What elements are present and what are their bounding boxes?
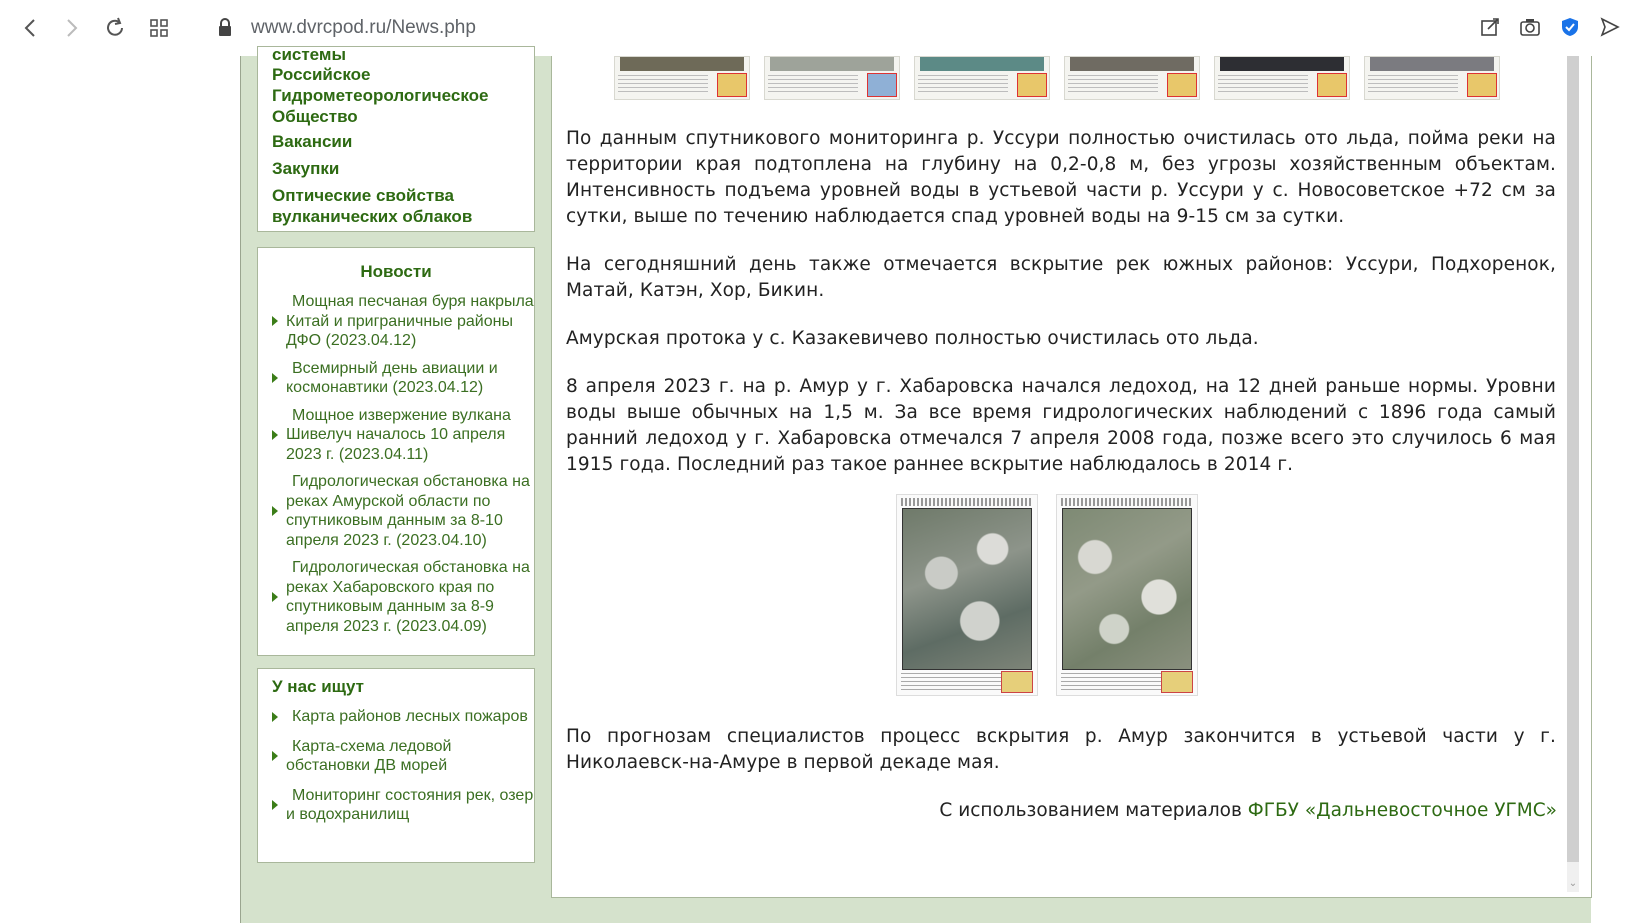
news-item[interactable]: Всемирный день авиации и космонавтики (2023.04.12) <box>258 359 534 398</box>
back-icon[interactable] <box>16 14 44 42</box>
map-thumbnail[interactable] <box>1364 56 1500 100</box>
nav-item-vacancies[interactable]: Вакансии <box>272 132 353 151</box>
satellite-map-image[interactable] <box>896 494 1038 696</box>
map-thumbnails-row <box>614 56 1500 98</box>
map-thumbnail[interactable] <box>1214 56 1350 100</box>
news-item[interactable]: Мощная песчаная буря накрыла Китай и приграничные районы ДФО (2023.04.12) <box>258 292 534 351</box>
news-item[interactable]: Гидрологическая обстановка на реках Хабаровского края по спутниковым данным за 8-9 апреля 2023 г. (2023.04.09) <box>258 558 534 636</box>
article-paragraph: На сегодняшний день также отмечается вскрытие рек южных районов: Уссури, Подхоренок, Матай, Катэн, Хор, Бикин. <box>566 254 1556 301</box>
map-thumbnail[interactable] <box>914 56 1050 100</box>
news-panel <box>257 247 535 656</box>
article-paragraph: Амурская протока у с. Казакевичево полностью очистилась ото льда. <box>566 328 1259 349</box>
credit-org-link[interactable]: ФГБУ «Дальневосточное УГМС» <box>1247 800 1557 821</box>
bullet-arrow-icon <box>272 316 278 326</box>
bullet-arrow-icon <box>272 712 278 722</box>
nav-item-partial[interactable]: системы <box>272 45 347 64</box>
nav-menu-panel <box>257 46 535 232</box>
bullet-arrow-icon <box>272 800 278 810</box>
nav-item-rhmo[interactable]: Российское Гидрометеорологическое Общество <box>272 65 489 126</box>
article-paragraph: По данным спутникового мониторинга р. Уссури полностью очистилась ото льда, пойма реки на территории края подтоплена на глубину на 0,2-0,8 м, без угрозы хозяйственным объектам. Интенсивность подъема уровней воды в устьевой части р. Уссури у с. Новосоветское +72 см за сутки, выше по течению наблюдается спад уровней воды на 9-15 см за сутки. <box>566 128 1556 227</box>
source-credit <box>939 800 1557 821</box>
bullet-arrow-icon <box>272 506 278 516</box>
scroll-down-icon[interactable]: ⌄ <box>1568 878 1578 889</box>
popular-item[interactable]: Карта районов лесных пожаров <box>258 707 534 727</box>
bullet-arrow-icon <box>272 592 278 602</box>
shield-check-icon[interactable] <box>1557 14 1583 40</box>
article-content <box>551 56 1592 898</box>
map-thumbnail[interactable] <box>1064 56 1200 100</box>
url-host: www.dvrcpod.ru <box>251 17 387 38</box>
bullet-arrow-icon <box>272 751 278 761</box>
edit-share-icon[interactable] <box>1477 14 1503 40</box>
page-viewport <box>0 45 1633 923</box>
news-item[interactable]: Мощное извержение вулкана Шивелуч началось 10 апреля 2023 г. (2023.04.11) <box>258 406 534 465</box>
bullet-arrow-icon <box>272 373 278 383</box>
send-icon[interactable] <box>1597 14 1623 40</box>
address-bar[interactable] <box>251 12 476 44</box>
article-paragraph: По прогнозам специалистов процесс вскрытия р. Амур закончится в устьевой части у г. Николаевск-на-Амуре в первой декаде мая. <box>566 726 1556 773</box>
popular-item[interactable]: Мониторинг состояния рек, озер и водохранилищ <box>258 786 534 825</box>
toolbar-right-icons <box>1477 14 1623 40</box>
credit-prefix: С использованием материалов <box>939 800 1248 821</box>
map-thumbnail[interactable] <box>764 56 900 100</box>
popular-panel <box>257 668 535 863</box>
news-title: Новости <box>360 262 432 281</box>
map-thumbnail[interactable] <box>614 56 750 100</box>
reload-icon[interactable] <box>101 14 129 42</box>
lock-icon[interactable] <box>218 17 232 42</box>
content-scrollbar-thumb[interactable] <box>1567 56 1579 862</box>
popular-item[interactable]: Карта-схема ледовой обстановки ДВ морей <box>258 737 534 776</box>
satellite-map-image[interactable] <box>1056 494 1198 696</box>
nav-item-optical-properties[interactable]: Оптические свойства вулканических облаков <box>272 186 473 226</box>
news-item[interactable]: Гидрологическая обстановка на реках Амурской области по спутниковым данным за 8-10 апреля 2023 г. (2023.04.10) <box>258 472 534 550</box>
camera-icon[interactable] <box>1517 14 1543 40</box>
browser-toolbar <box>0 0 1633 64</box>
tabs-grid-icon[interactable] <box>145 14 173 42</box>
url-path: /News.php <box>386 17 476 38</box>
forward-icon[interactable] <box>58 14 86 42</box>
popular-title: У нас ищут <box>272 677 364 696</box>
article-paragraph: 8 апреля 2023 г. на р. Амур у г. Хабаровска начался ледоход, на 12 дней раньше нормы. Уровни воды выше обычных на 1,5 м. За все время гидрологических наблюдений с 1896 года самый ранний ледоход у г. Хабаровска отмечался 7 апреля 2008 года, позже всего это случилось 6 мая 1915 года. Последний раз такое раннее вскрытие наблюдалось в 2014 г. <box>566 376 1556 475</box>
bullet-arrow-icon <box>272 430 278 440</box>
nav-item-purchases[interactable]: Закупки <box>272 159 340 178</box>
